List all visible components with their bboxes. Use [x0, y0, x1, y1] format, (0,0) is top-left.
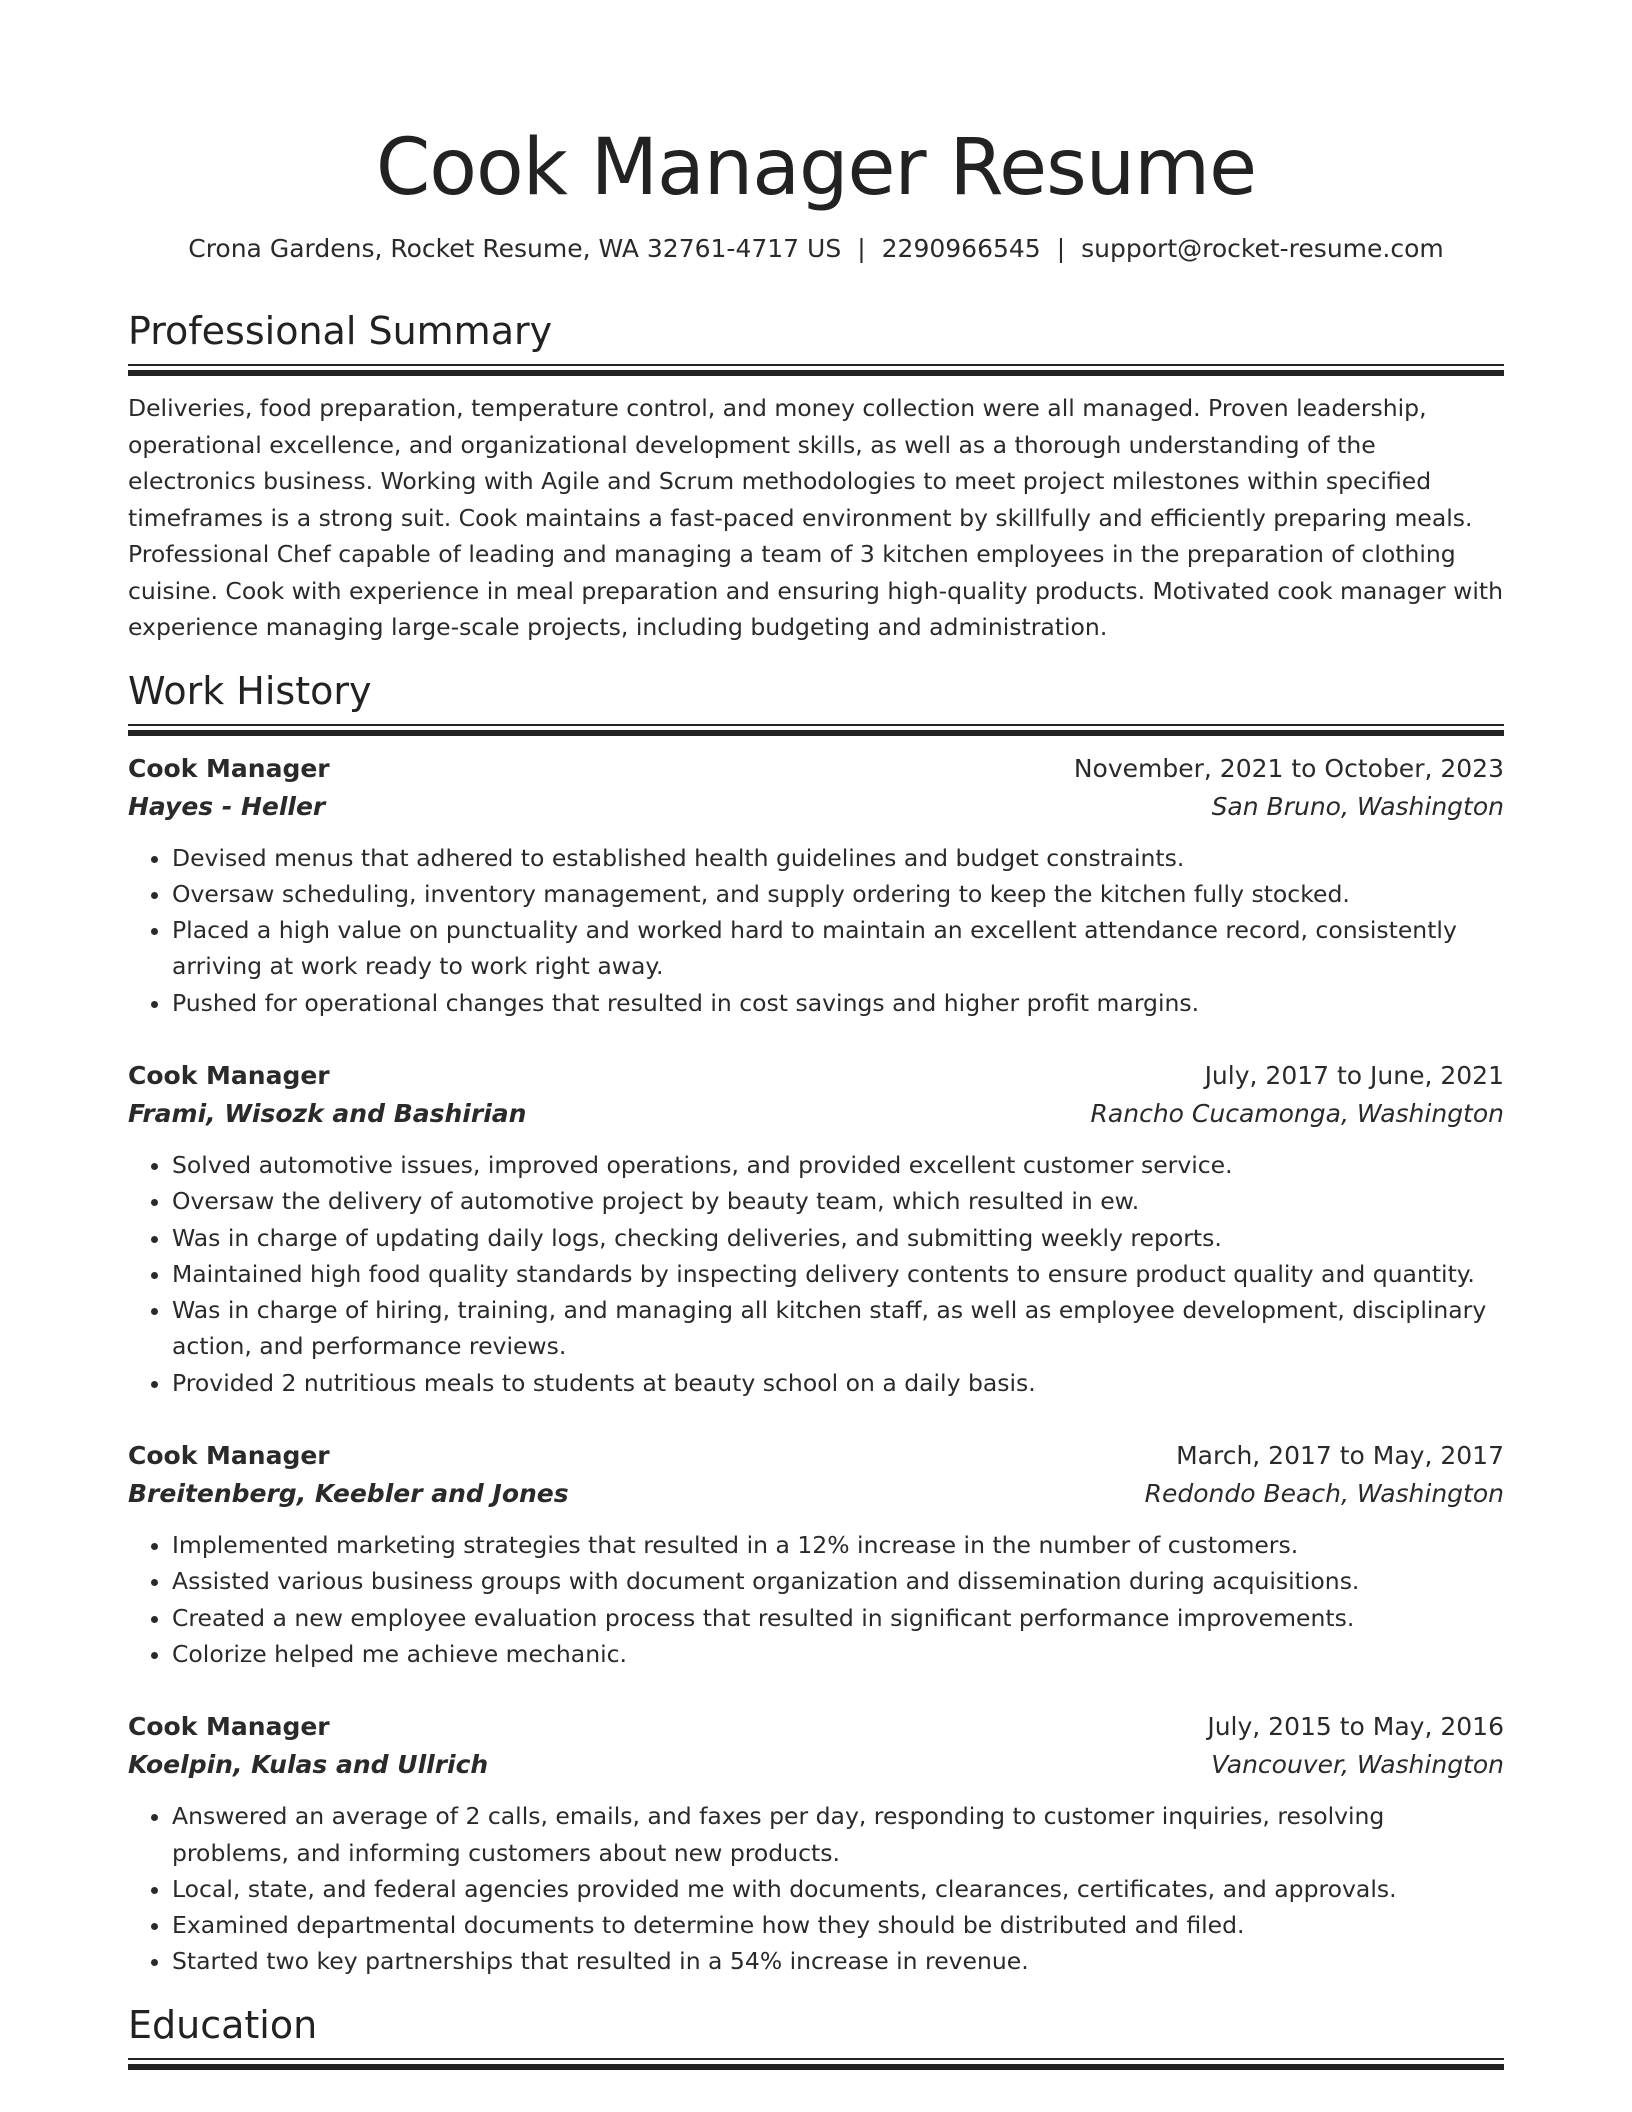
- job-title: Cook Manager: [128, 1441, 330, 1471]
- job-company: Koelpin, Kulas and Ullrich: [128, 1750, 489, 1780]
- job-dates: March, 2017 to May, 2017: [1176, 1441, 1504, 1471]
- contact-address: Crona Gardens, Rocket Resume, WA 32761-4717 US: [188, 234, 842, 263]
- job-entry: [128, 1437, 1504, 1672]
- job-bullet: • Local, state, and federal agencies provided me with documents, clearances, certificates, and approvals.: [172, 1871, 1504, 1907]
- job-bullet: • Maintained high food quality standards by inspecting delivery contents to ensure product quality and quantity.: [172, 1256, 1504, 1292]
- job-bullet: • Provided 2 nutritious meals to students at beauty school on a daily basis.: [172, 1365, 1504, 1401]
- resume-title: Cook Manager Resume: [375, 123, 1257, 213]
- job-title: Cook Manager: [128, 1060, 330, 1090]
- job-company: Hayes - Heller: [128, 791, 326, 821]
- education-section: [128, 2002, 1504, 2070]
- work-history-section: [128, 668, 1504, 1980]
- job-location: Rancho Cucamonga, Washington: [1090, 1098, 1504, 1128]
- job-bullets: [128, 1147, 1504, 1401]
- job-bullet: • Devised menus that adhered to established health guidelines and budget constraints.: [172, 840, 1504, 876]
- job-dates: July, 2015 to May, 2016: [1207, 1712, 1504, 1742]
- job-company: Breitenberg, Keebler and Jones: [128, 1479, 569, 1509]
- job-bullets: [128, 840, 1504, 1021]
- job-location: San Bruno, Washington: [1211, 791, 1504, 821]
- job-bullet: • Placed a high value on punctuality and worked hard to maintain an excellent attendance record, consistently arriving at work ready to work right away.: [172, 912, 1504, 985]
- section-heading: Education: [128, 2002, 318, 2047]
- job-company: Frami, Wisozk and Bashirian: [128, 1098, 527, 1128]
- job-entry: [128, 1057, 1504, 1401]
- job-bullet: • Examined departmental documents to determine how they should be distributed and filed.: [172, 1907, 1504, 1943]
- job-dates: July, 2017 to June, 2021: [1204, 1060, 1504, 1090]
- job-dates: November, 2021 to October, 2023: [1073, 753, 1504, 783]
- job-entry: [128, 1708, 1504, 1979]
- contact-separator: |: [857, 234, 866, 263]
- contact-separator: |: [1056, 234, 1066, 263]
- job-bullet: • Pushed for operational changes that resulted in cost savings and higher profit margins.: [172, 985, 1504, 1021]
- job-bullet: • Implemented marketing strategies that resulted in a 12% increase in the number of customers.: [172, 1527, 1504, 1563]
- job-bullet: • Solved automotive issues, improved operations, and provided excellent customer service.: [172, 1147, 1504, 1183]
- job-bullet: • Answered an average of 2 calls, emails, and faxes per day, responding to customer inquiries, resolving problems, and informing customers about new products.: [172, 1798, 1504, 1871]
- section-divider: [128, 364, 1504, 376]
- job-bullet: • Colorize helped me achieve mechanic.: [172, 1636, 1504, 1672]
- job-title: Cook Manager: [128, 753, 330, 783]
- job-bullet: • Started two key partnerships that resulted in a 54% increase in revenue.: [172, 1943, 1504, 1979]
- job-bullet: • Was in charge of updating daily logs, checking deliveries, and submitting weekly reports.: [172, 1220, 1504, 1256]
- section-heading: Work History: [128, 668, 372, 713]
- job-bullet: • Oversaw the delivery of automotive project by beauty team, which resulted in ew.: [172, 1183, 1504, 1219]
- section-divider: [128, 2058, 1504, 2070]
- resume-page: [128, 0, 1504, 2070]
- job-bullets: [128, 1527, 1504, 1672]
- job-location: Redondo Beach, Washington: [1144, 1479, 1504, 1509]
- job-bullet: • Assisted various business groups with document organization and dissemination during acquisitions.: [172, 1563, 1504, 1599]
- job-bullet: • Was in charge of hiring, training, and managing all kitchen staff, as well as employee development, disciplinary action, and performance reviews.: [172, 1292, 1504, 1365]
- professional-summary-section: [128, 308, 1504, 646]
- summary-text: Deliveries, food preparation, temperature control, and money collection were all managed. Proven leadership, operational excellence, and organizational development skills, as well as a thorough understanding of the electronics business. Working with Agile and Scrum methodologies to meet project milestones within specified timeframes is a strong suit. Cook maintains a fast-paced environment by skillfully and efficiently preparing meals. Professional Chef capable of leading and managing a team of 3 kitchen employees in the preparation of clothing cuisine. Cook with experience in meal preparation and ensuring high-quality products. Motivated cook manager with experience managing large-scale projects, including budgeting and administration.: [128, 394, 1503, 641]
- job-location: Vancouver, Washington: [1211, 1750, 1504, 1780]
- job-bullet: • Oversaw scheduling, inventory management, and supply ordering to keep the kitchen fully stocked.: [172, 876, 1504, 912]
- section-heading: Professional Summary: [128, 309, 553, 353]
- contact-email[interactable]: support@rocket-resume.com: [1081, 234, 1444, 263]
- contact-phone: 2290966545: [881, 234, 1041, 263]
- section-divider: [128, 724, 1504, 736]
- contact-line: [128, 232, 1504, 266]
- job-entry: [128, 750, 1504, 1021]
- job-bullets: [128, 1798, 1504, 1979]
- job-bullet: • Created a new employee evaluation process that resulted in significant performance improvements.: [172, 1600, 1504, 1636]
- job-title: Cook Manager: [128, 1712, 330, 1742]
